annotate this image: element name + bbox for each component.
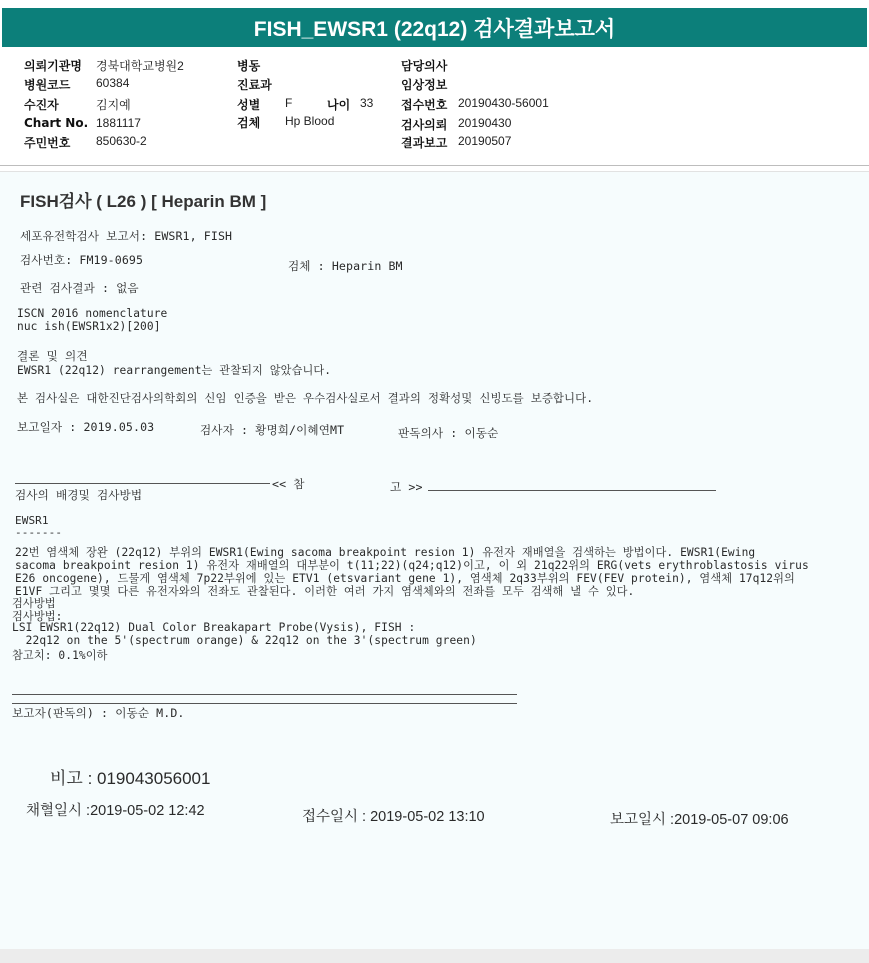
chart-no-label: Chart No. <box>24 116 89 130</box>
report-title-bar <box>2 8 867 47</box>
method-subheading: 검사방법: <box>12 610 63 623</box>
reference-divider-left <box>15 483 270 484</box>
reporter-line: 보고자(판독의) : 이동순 M.D. <box>12 706 185 720</box>
test-number-line: 검사번호: FM19-0695 <box>20 253 144 267</box>
test-request-value: 20190430 <box>458 116 512 130</box>
report-heading: FISH검사 ( L26 ) [ Heparin BM ] <box>20 192 267 211</box>
patient-name-label: 수진자 <box>24 98 59 112</box>
hospital-code-value: 60384 <box>96 76 130 90</box>
reporter-divider-bottom <box>12 703 517 704</box>
ward-label: 병동 <box>237 59 261 73</box>
requesting-institution-label: 의뢰기관명 <box>24 59 82 73</box>
hospital-code-label: 병원코드 <box>24 78 71 92</box>
reporter-divider-top <box>12 694 517 695</box>
report-title: FISH_EWSR1 (22q12) 검사결과보고서 <box>253 17 616 41</box>
clinical-info-label: 임상정보 <box>401 78 448 92</box>
background-line-3: E26 oncogene), 드물게 염색체 7p22부위에 있는 ETV1 (etsvariant gene 1), 염색체 2q33부위의 FEV(FEV protein), 염색체 17q12위의 <box>15 572 795 585</box>
resident-no-value: 850630-2 <box>96 134 147 148</box>
collection-datetime: 채혈일시 :2019-05-02 12:42 <box>26 803 205 819</box>
background-line-1: 22번 염색체 장완 (22q12) 부위의 EWSR1(Ewing sacoma breakpoint resion 1) 유전자 재배열을 검색하는 방법이다. EWSR1(Ewing <box>15 546 756 559</box>
specimen-label: 검체 <box>237 116 261 130</box>
resident-no-label: 주민번호 <box>24 136 71 150</box>
receipt-no-label: 접수번호 <box>401 98 448 112</box>
reference-value-line: 참고치: 0.1%이하 <box>12 649 108 662</box>
background-method-heading: 검사의 배경및 검사방법 <box>15 488 143 502</box>
result-report-value: 20190507 <box>458 134 512 148</box>
method-probe-line: LSI EWSR1(22q12) Dual Color Breakapart Probe(Vysis), FISH : <box>12 621 416 634</box>
gene-name: EWSR1 <box>15 514 49 527</box>
sex-value: F <box>285 96 293 110</box>
report-date-line: 보고일자 : 2019.05.03 <box>17 420 155 434</box>
chart-no-value: 1881117 <box>96 116 141 130</box>
bottom-scroll-area <box>0 949 869 963</box>
remark-line: 비고 : 019043056001 <box>50 769 211 788</box>
department-label: 진료과 <box>237 78 272 92</box>
conclusion-text: EWSR1 (22q12) rearrangement는 관찰되지 않았습니다. <box>17 364 332 377</box>
reference-label-right: 고 >> <box>390 480 423 494</box>
specimen-line: 검체 : Heparin BM <box>288 259 403 273</box>
receipt-no-value: 20190430-56001 <box>458 96 549 110</box>
report-type-line: 세포유전학검사 보고서: EWSR1, FISH <box>20 229 233 243</box>
related-results-line: 관련 검사결과 : 없음 <box>20 281 139 295</box>
age-value: 33 <box>360 96 374 110</box>
reference-divider-right <box>428 490 716 491</box>
reference-label-left: << 참 <box>272 477 305 491</box>
sex-label: 성별 <box>237 98 261 112</box>
specimen-value: Hp Blood <box>285 114 335 128</box>
age-label: 나이 <box>327 98 351 112</box>
reading-doctor-line: 판독의사 : 이동순 <box>398 426 499 440</box>
method-heading: 검사방법 <box>12 597 56 610</box>
gene-underline: ------- <box>15 526 63 539</box>
test-request-label: 검사의뢰 <box>401 118 448 132</box>
patient-info-panel <box>0 50 869 166</box>
iscn-line: ISCN 2016 nomenclature <box>17 307 168 320</box>
doctor-label: 담당의사 <box>401 59 448 73</box>
nuc-ish-line: nuc ish(EWSR1x2)[200] <box>17 320 161 333</box>
report-datetime: 보고일시 :2019-05-07 09:06 <box>610 812 789 828</box>
background-line-4: E1VF 그리고 몇몇 다른 유전자와의 전좌도 관찰된다. 이러한 여러 가지 염색체와의 전좌를 모두 검색해 낼 수 있다. <box>15 585 635 598</box>
report-body <box>0 171 869 949</box>
certification-text: 본 검사실은 대한진단검사의학회의 신임 인증을 받은 우수검사실로서 결과의 정확성및 신빙도를 보증합니다. <box>17 391 594 405</box>
examiner-line: 검사자 : 황명희/이혜연MT <box>200 423 345 437</box>
receipt-datetime: 접수일시 : 2019-05-02 13:10 <box>302 809 485 825</box>
method-spectrum-line: 22q12 on the 5'(spectrum orange) & 22q12 on the 3'(spectrum green) <box>12 634 477 647</box>
result-report-label: 결과보고 <box>401 136 448 150</box>
background-line-2: sacoma breakpoint resion 1) 유전자 재배열의 대부분이 t(11;22)(q24;q12)이고, 이 외 21q22위의 ERG(vets erythroblastosis virus <box>15 559 809 572</box>
conclusion-heading: 결론 및 의견 <box>17 349 88 363</box>
requesting-institution-value: 경북대학교병원2 <box>96 59 184 73</box>
patient-name-value: 김지예 <box>96 98 131 112</box>
